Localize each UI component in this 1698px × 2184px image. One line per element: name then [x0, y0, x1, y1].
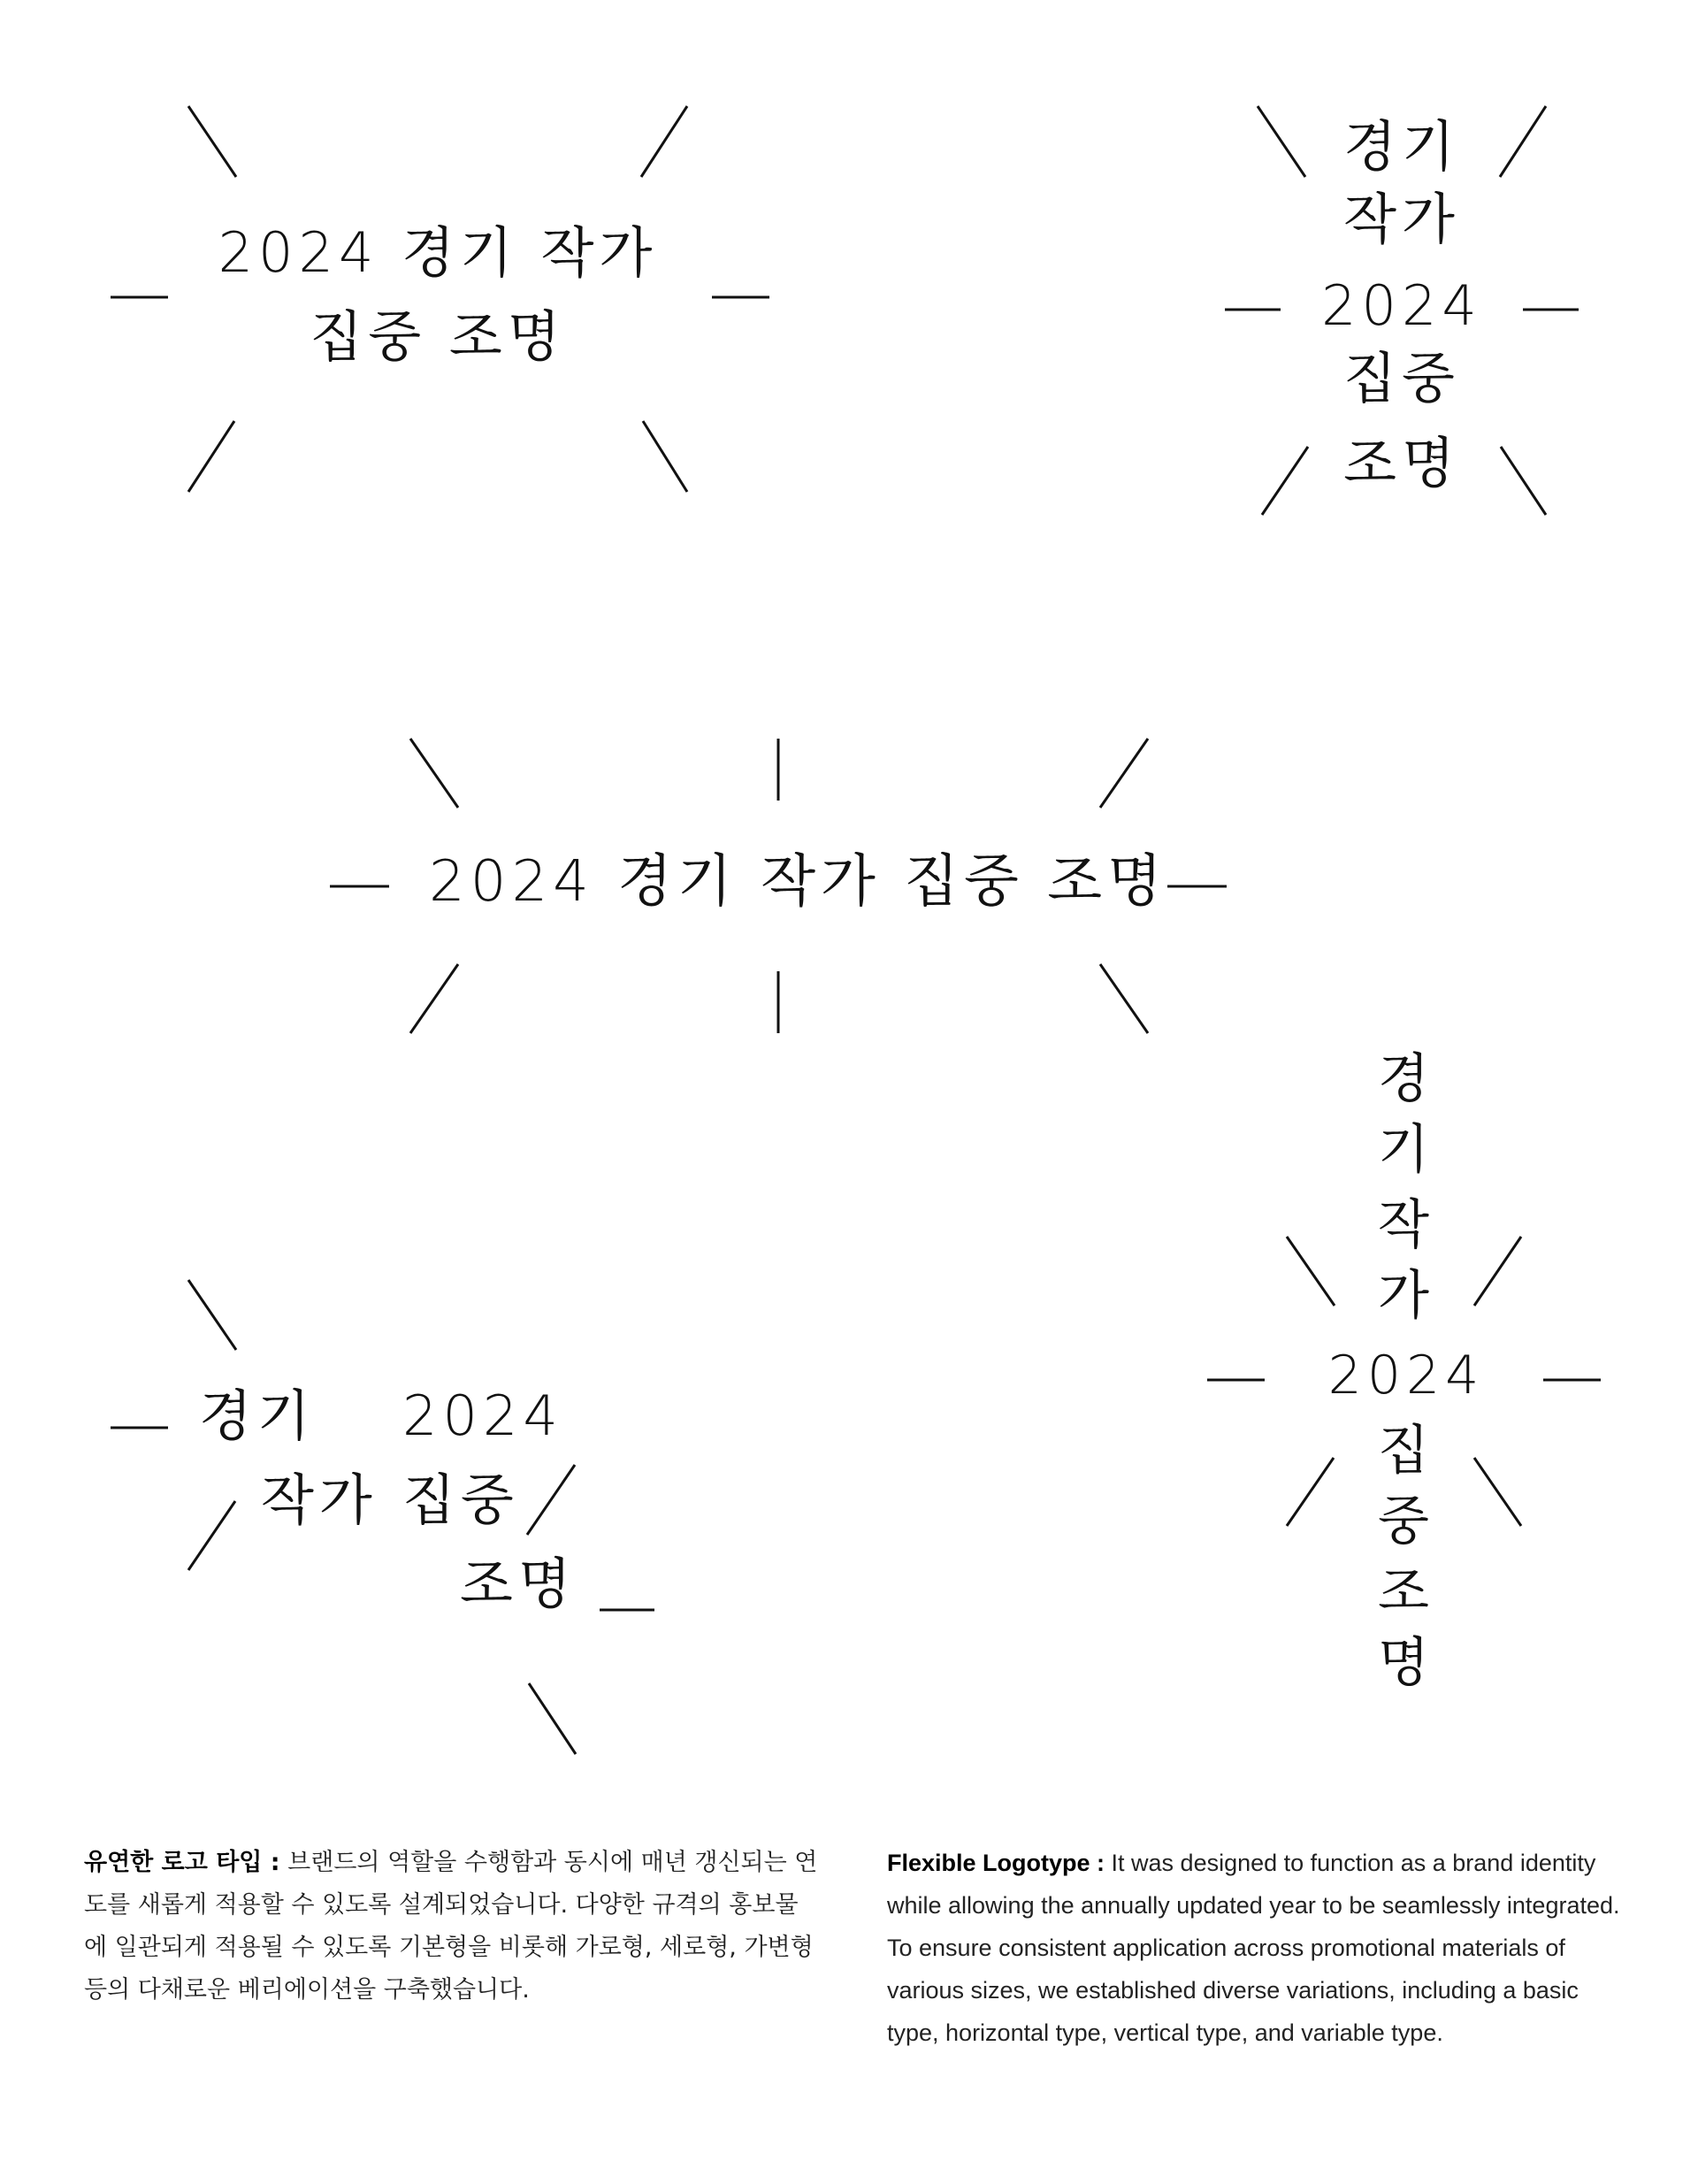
horizontal-logo-text: 2024 경기 작가 집중 조명	[429, 849, 1167, 915]
basic-logo-line1: 2024 경기 작가	[218, 220, 658, 285]
description-korean	[84, 1842, 818, 2012]
vertical-block-line-2: 작가	[1343, 187, 1460, 251]
vertical-block-line-5: 조명	[1343, 431, 1460, 495]
vertical-column-line-1: 경	[1378, 1048, 1434, 1110]
basic-logo-rays	[111, 106, 769, 492]
description-korean-body: 브랜드의 역할을 수행함과 동시에 매년 갱신되는 연도를 새롭게 적용할 수 있도록 설계되었습니다. 다양한 규격의 홍보물에 일관되게 적용될 수 있도록 기본형을 비롯해 가로형, 세로형, 가변형 등의 다채로운 베리에이션을 구축했습니다.	[84, 1849, 818, 2004]
vertical-column-line-9: 명	[1378, 1632, 1434, 1694]
vertical-column-line-8: 조	[1378, 1561, 1434, 1623]
description-korean-title: 유연한 로고 타입 :	[84, 1849, 280, 1876]
description-english-title: Flexible Logotype :	[887, 1850, 1105, 1876]
vertical-column-line-4: 가	[1378, 1265, 1434, 1327]
vertical-column-line-2: 기	[1378, 1119, 1434, 1181]
variable-logo-c: 작가	[261, 1467, 378, 1532]
vertical-block-line-3: 2024	[1321, 273, 1482, 338]
vertical-column-line-3: 작	[1378, 1194, 1434, 1256]
variable-logo-a: 경기	[199, 1383, 316, 1448]
variable-logo-b: 2024	[402, 1383, 563, 1448]
vertical-block-line-4: 집중	[1343, 346, 1460, 410]
vertical-block-line-1: 경기	[1343, 114, 1460, 179]
vertical-column-line-5: 2024	[1327, 1345, 1485, 1406]
variable-logo-e: 조명	[460, 1552, 577, 1616]
vertical-column-line-6: 집	[1378, 1420, 1434, 1482]
variable-logo	[199, 1383, 577, 1636]
basic-logo-line2: 집중 조명	[310, 304, 566, 369]
description-english-body: It was designed to function as a brand identity while allowing the annually updated year to be seamlessly integrated. To ensure consistent application across promotional materials of various sizes, we established diverse variations, including a basic type, horizontal type, vertical type, and variable type.	[887, 1850, 1620, 2046]
description-english	[887, 1842, 1621, 2054]
vertical-column-line-7: 중	[1378, 1490, 1434, 1552]
variable-logo-d: 집중	[402, 1467, 519, 1532]
